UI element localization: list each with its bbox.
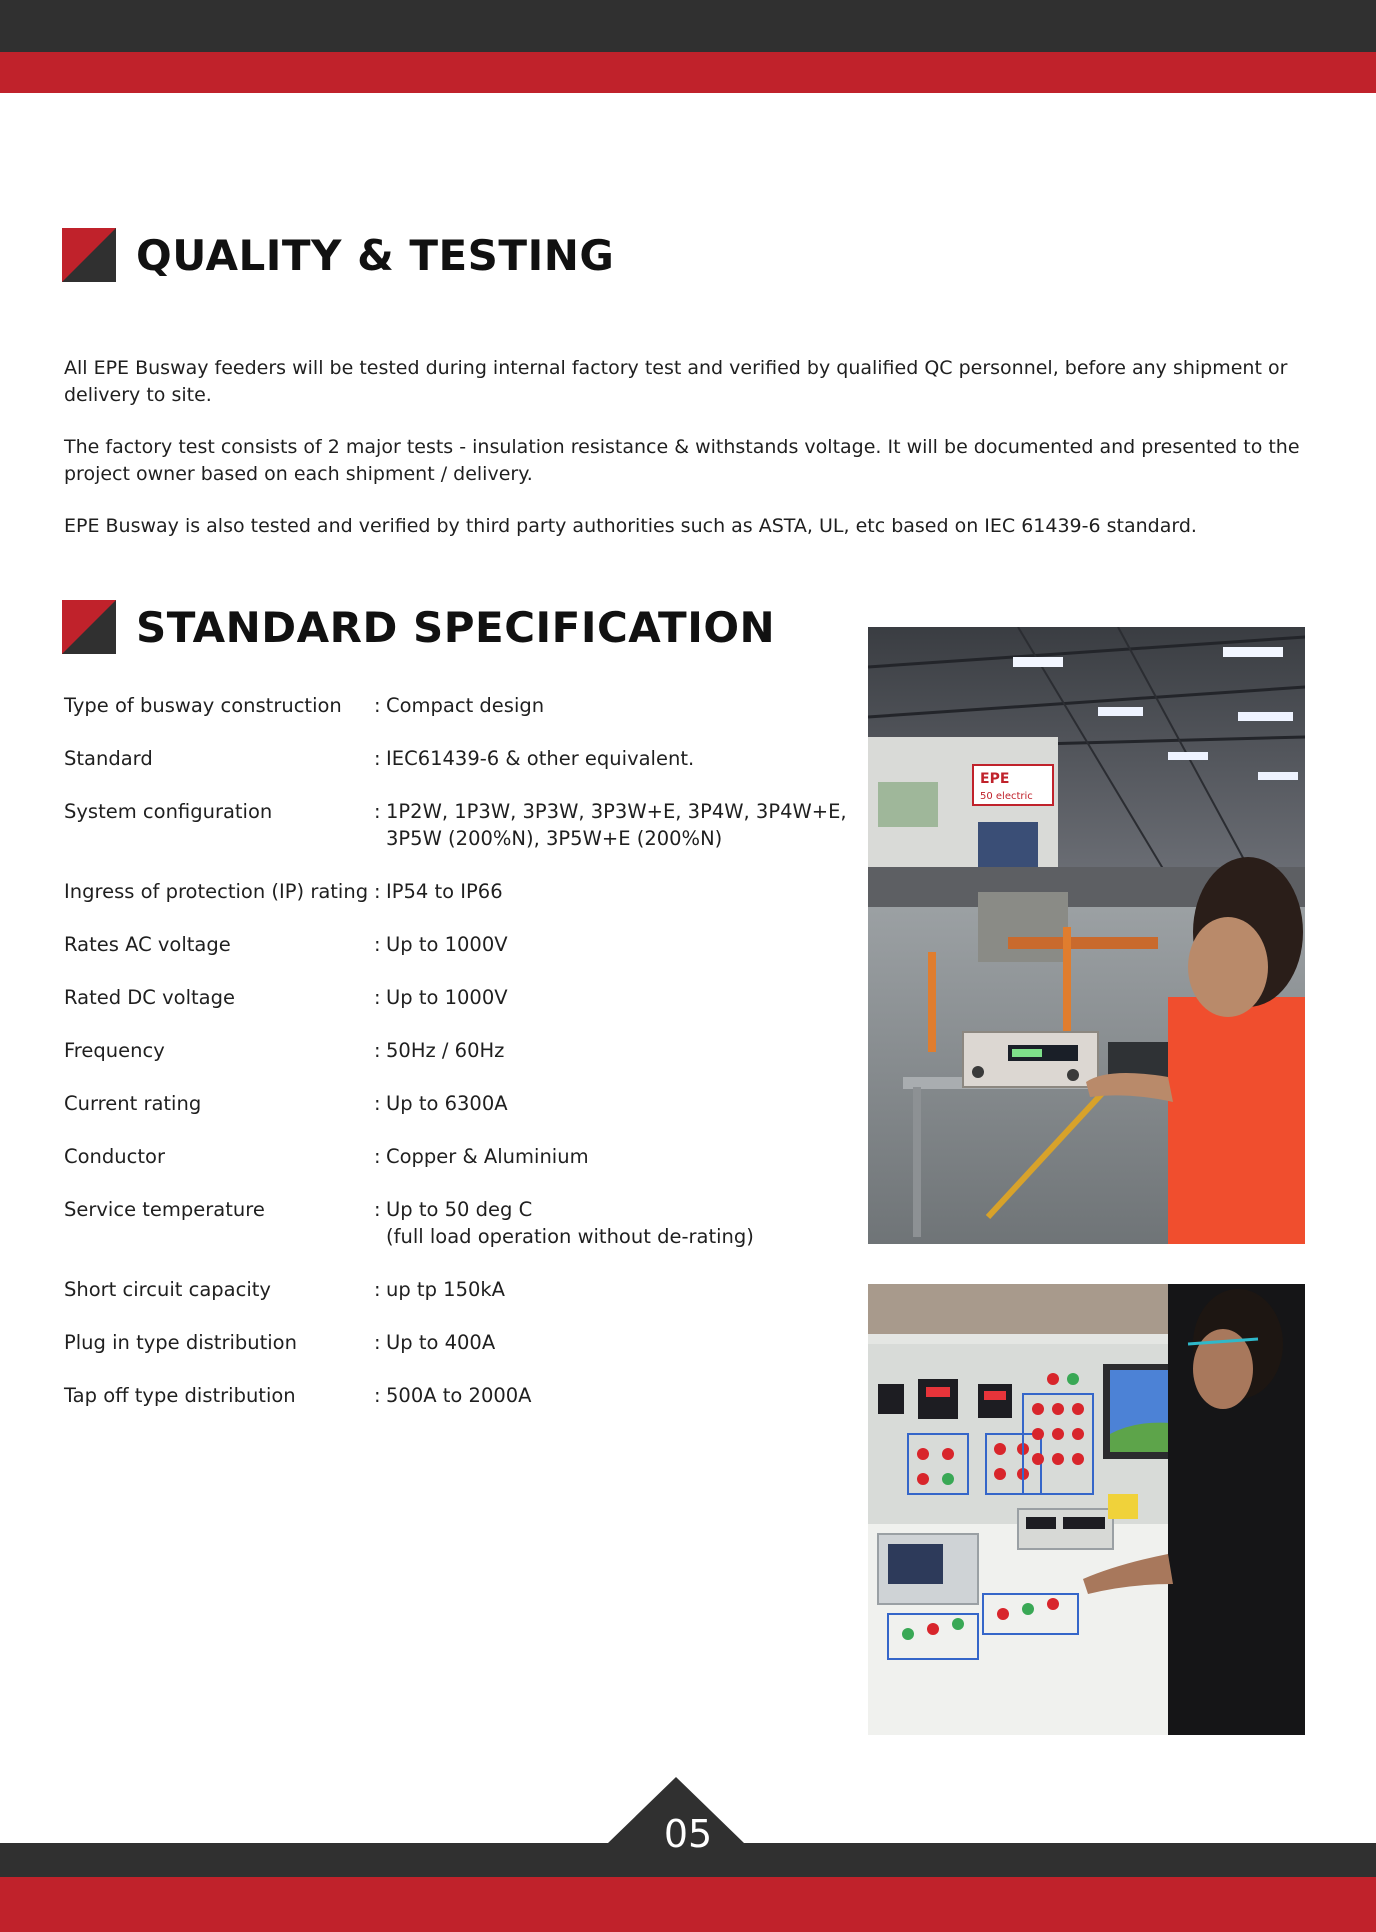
spec-colon: : [374, 933, 381, 956]
control-panel-photo [868, 1284, 1305, 1735]
header-dark-band [0, 0, 1376, 52]
spec-title: STANDARD SPECIFICATION [136, 602, 776, 652]
spec-row [64, 1090, 854, 1117]
spec-heading [62, 600, 775, 654]
quality-paragraph-3: EPE Busway is also tested and verified by third party authorities such as ASTA, UL, etc based on IEC 61439-6 standard. [64, 515, 1197, 537]
spec-row [64, 1329, 854, 1356]
header-red-band [0, 52, 1376, 93]
spec-value: Copper & Aluminium [386, 1145, 589, 1168]
spec-value: 50Hz / 60Hz [386, 1039, 505, 1062]
spec-colon: : [374, 1331, 381, 1354]
spec-row [64, 1196, 854, 1250]
spec-label: Ingress of protection (IP) rating [64, 880, 369, 903]
spec-label: Tap off type distribution [64, 1384, 296, 1407]
spec-colon: : [374, 1145, 381, 1168]
spec-label: Frequency [64, 1039, 165, 1062]
spec-row [64, 1037, 854, 1064]
spec-label: Service temperature [64, 1198, 265, 1221]
spec-value: IP54 to IP66 [386, 880, 503, 903]
quality-heading [62, 228, 614, 282]
spec-row [64, 984, 854, 1011]
spec-value: Up to 1000V [386, 986, 508, 1009]
spec-value: Up to 1000V [386, 933, 508, 956]
spec-label: Current rating [64, 1092, 202, 1115]
spec-value: Compact design [386, 694, 545, 717]
spec-value: IEC61439-6 & other equivalent. [386, 747, 695, 770]
spec-colon: : [374, 1092, 381, 1115]
spec-label: Standard [64, 747, 153, 770]
spec-value: Up to 6300A [386, 1092, 508, 1115]
section-triangle-icon [62, 228, 116, 282]
factory-testing-illustration [868, 627, 1305, 1244]
spec-colon: : [374, 1384, 381, 1407]
spec-value: Up to 400A [386, 1331, 496, 1354]
spec-row [64, 692, 854, 719]
spec-row [64, 1143, 854, 1170]
page-number: 05 [663, 1812, 713, 1856]
spec-row [64, 745, 854, 772]
spec-label: System configuration [64, 800, 273, 823]
spec-colon: : [374, 1278, 381, 1301]
footer-red-band [0, 1877, 1376, 1932]
spec-label: Short circuit capacity [64, 1278, 271, 1301]
spec-label: Conductor [64, 1145, 165, 1168]
spec-row [64, 798, 854, 852]
quality-paragraph-1: All EPE Busway feeders will be tested during internal factory test and verified by qualified QC personnel, before any shipment or delivery to site. [64, 357, 1288, 406]
spec-label: Type of busway construction [64, 694, 342, 717]
spec-value: 500A to 2000A [386, 1384, 532, 1407]
spec-colon: : [374, 747, 381, 770]
spec-row [64, 931, 854, 958]
factory-sign-text: EPE [980, 771, 1010, 787]
spec-value: up tp 150kA [386, 1278, 506, 1301]
spec-colon: : [374, 800, 381, 823]
spec-label: Rates AC voltage [64, 933, 231, 956]
factory-testing-photo [868, 627, 1305, 1244]
quality-paragraph-2: The factory test consists of 2 major tests - insulation resistance & withstands voltage. It will be documented and presented to the project owner based on each shipment / delivery. [64, 436, 1300, 485]
spec-colon: : [374, 1039, 381, 1062]
spec-colon: : [374, 880, 381, 903]
control-panel-illustration [868, 1284, 1305, 1735]
spec-colon: : [374, 986, 381, 1009]
spec-label: Rated DC voltage [64, 986, 235, 1009]
spec-table [64, 692, 854, 1409]
spec-value: Up to 50 deg C (full load operation without de-rating) [386, 1198, 754, 1248]
spec-row [64, 878, 854, 905]
spec-label: Plug in type distribution [64, 1331, 297, 1354]
spec-value: 1P2W, 1P3W, 3P3W, 3P3W+E, 3P4W, 3P4W+E, 3P5W (200%N), 3P5W+E (200%N) [386, 800, 847, 850]
factory-sign-text: 50 electric [980, 791, 1033, 802]
spec-colon: : [374, 694, 381, 717]
quality-title: QUALITY & TESTING [136, 230, 615, 280]
spec-row [64, 1276, 854, 1303]
spec-colon: : [374, 1198, 381, 1221]
section-triangle-icon [62, 600, 116, 654]
spec-row [64, 1382, 854, 1409]
